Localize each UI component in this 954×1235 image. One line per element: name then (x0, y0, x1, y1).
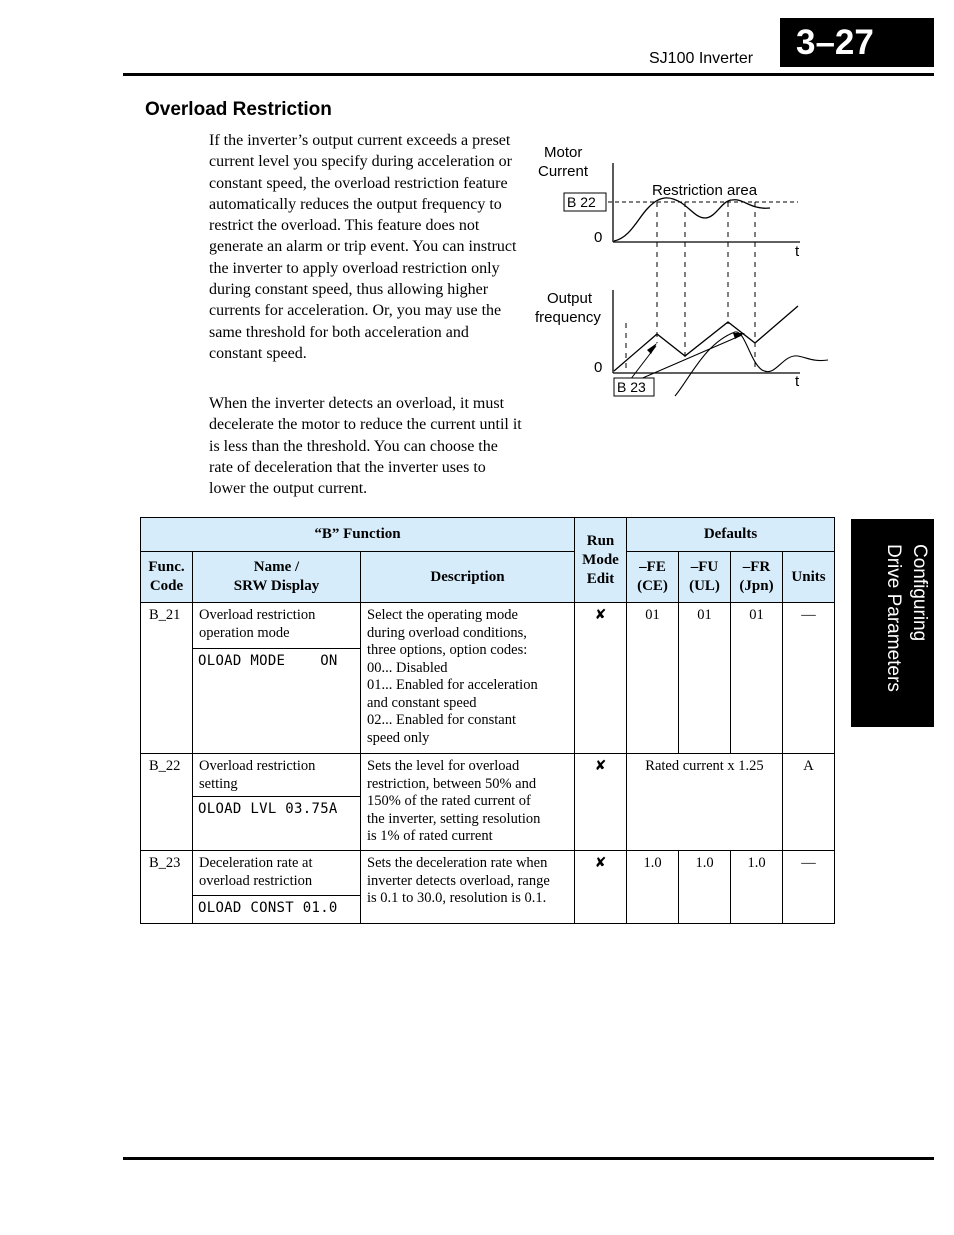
header-name: Name / SRW Display (193, 552, 361, 603)
param-description: Select the operating mode during overload conditions, three options, option codes: 00... Disabled 01... Enabled for acceleration and constant speed 02... Enabled for constant speed only (361, 603, 575, 754)
header-rule (123, 73, 934, 76)
t-top-label: t (795, 243, 800, 260)
b22-box-label: B 22 (567, 194, 596, 210)
t-bottom-label: t (795, 373, 800, 390)
param-name: Deceleration rate at overload restriction (193, 851, 361, 896)
table-row (141, 851, 835, 896)
param-name: Overload restriction setting (193, 754, 361, 797)
header-run-mode-edit: Run Mode Edit (575, 518, 627, 603)
restriction-area-label: Restriction area (652, 182, 758, 199)
table-row (141, 603, 835, 649)
units: A (783, 754, 835, 851)
header-b-function: “B” Function (141, 518, 575, 552)
srw-display: OLOAD CONST 01.0 (193, 896, 361, 924)
func-code: B_23 (141, 851, 193, 924)
header-description: Description (361, 552, 575, 603)
header-defaults: Defaults (627, 518, 835, 552)
zero-top-label: 0 (594, 229, 603, 246)
default-fr: 1.0 (731, 851, 783, 924)
b-function-table (140, 517, 835, 924)
run-mode-edit-mark: ✘ (575, 851, 627, 924)
side-tab-line-2: Drive Parameters (883, 544, 904, 692)
run-mode-edit-mark: ✘ (575, 754, 627, 851)
header-units: Units (783, 552, 835, 603)
default-fu: 1.0 (679, 851, 731, 924)
b23-box-label: B 23 (617, 379, 646, 395)
param-description: Sets the level for overload restriction, between 50% and 150% of the rated current of the inverter, setting resolution is 1% of rated current (361, 754, 575, 851)
motor-current-label-1: Motor (544, 144, 583, 161)
header-fe: –FE (CE) (627, 552, 679, 603)
srw-display: OLOAD LVL 03.75A (193, 797, 361, 851)
param-name: Overload restriction operation mode (193, 603, 361, 649)
func-code: B_21 (141, 603, 193, 754)
motor-current-label-2: Current (538, 163, 589, 180)
side-tab-line-1: Configuring (909, 544, 930, 642)
header-fr: –FR (Jpn) (731, 552, 783, 603)
table-row (141, 754, 835, 797)
header-func-code: Func. Code (141, 552, 193, 603)
page-number: 3–27 (780, 18, 934, 67)
zero-bottom-label: 0 (594, 359, 603, 376)
srw-display: OLOAD MODE ON (193, 649, 361, 754)
output-frequency-label-1: Output (547, 290, 593, 307)
body-paragraph-2: When the inverter detects an overload, it must decelerate the motor to reduce the current until it is less than the threshold. You can choose the rate of deceleration that the inverter uses to lower the output current. (209, 395, 522, 498)
header-fu: –FU (UL) (679, 552, 731, 603)
func-code: B_22 (141, 754, 193, 851)
param-description: Sets the deceleration rate when inverter detects overload, range is 0.1 to 30.0, resolution is 0.1. (361, 851, 575, 924)
units: — (783, 851, 835, 924)
default-fe: 01 (627, 603, 679, 754)
units: — (783, 603, 835, 754)
chapter-side-tab (851, 519, 934, 727)
body-paragraph-1: If the inverter’s output current exceeds a preset current level you specify during acceleration or constant speed, the overload restriction feature automatically reduces the output frequency to restrict the overload. This feature does not generate an alarm or trip event. You can instruct the inverter to apply overload restriction only during constant speed, thus allowing higher currents for acceleration. Or, you may use the same threshold for both acceleration and constant speed. (209, 132, 517, 362)
default-fr: 01 (731, 603, 783, 754)
running-title: SJ100 Inverter (649, 50, 754, 67)
footer-rule (123, 1157, 934, 1160)
output-frequency-label-2: frequency (535, 309, 601, 326)
overload-restriction-diagram (530, 138, 840, 403)
default-fu: 01 (679, 603, 731, 754)
section-title: Overload Restriction (145, 99, 332, 120)
default-rated-current: Rated current x 1.25 (627, 754, 783, 851)
default-fe: 1.0 (627, 851, 679, 924)
run-mode-edit-mark: ✘ (575, 603, 627, 754)
